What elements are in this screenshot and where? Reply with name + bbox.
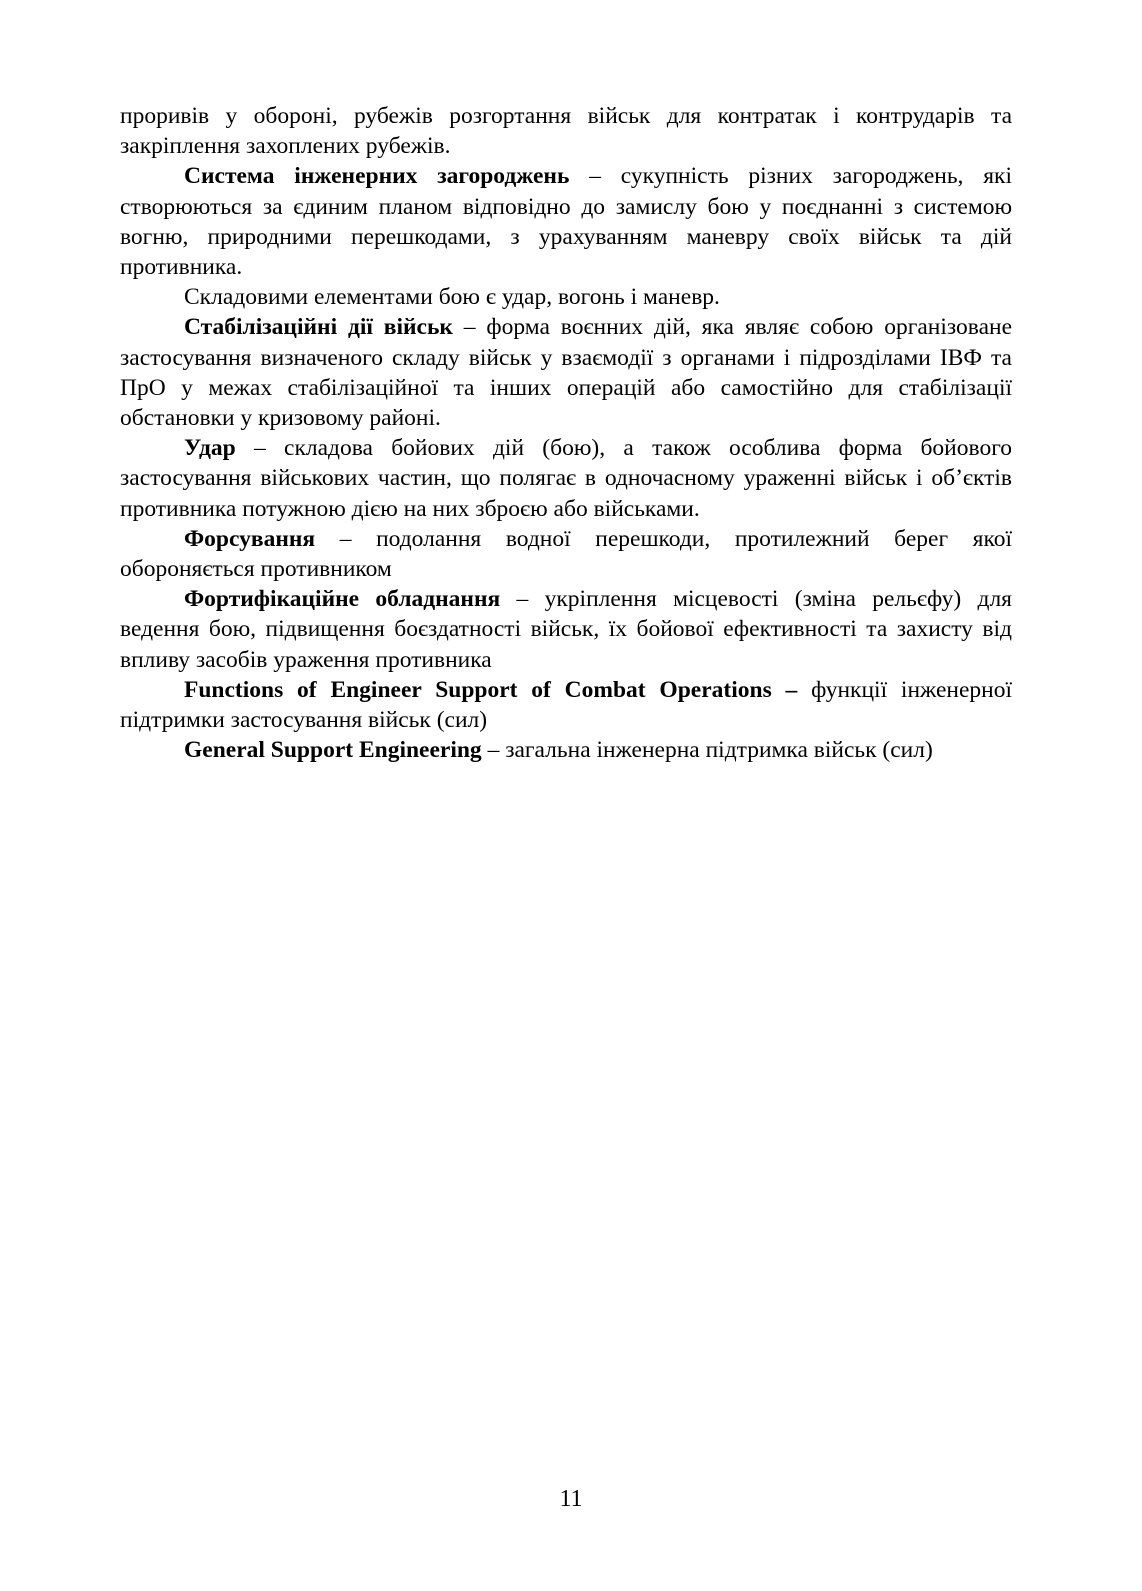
paragraph [120, 584, 1012, 675]
definition-text: – подолання водної перешкоди, протилежний берег якої обороняється противником [120, 525, 1012, 583]
definition-text: функції інженерної підтримки застосування військ (сил) [120, 676, 1012, 734]
paragraph [120, 312, 1012, 433]
paragraph [120, 161, 1012, 282]
term-bold: Удар [184, 435, 236, 462]
term-bold: Фортифікаційне обладнання [184, 586, 501, 613]
definition-text: – загальна інженерна підтримка військ (сил) [481, 737, 933, 764]
definition-text: – форма воєнних дій, яка являє собою організоване застосування визначеного складу військ у взаємодії з органами і підрозділами ІВФ та ПрО у межах стабілізаційної та інших операцій або самостійно для стабілізації обстановки у кризовому районі. [120, 314, 1013, 432]
term-bold: Стабілізаційні дії військ [184, 314, 453, 341]
paragraph [120, 433, 1012, 524]
definition-text: – складова бойових дій (бою), а також особлива форма бойового застосування військових частин, що полягає в одночасному ураженні військ і об’єктів противника потужною дією на них зброєю або військами. [120, 435, 1012, 522]
term-bold: Functions of Engineer Support of Combat Operations – [184, 676, 798, 703]
term-bold: Форсування [184, 525, 316, 552]
page-number: 11 [559, 1486, 583, 1512]
definition-text: Складовими елементами бою є удар, вогонь і маневр. [184, 284, 720, 311]
paragraph [120, 524, 1012, 584]
definition-text: – укріплення місцевості (зміна рельєфу) для ведення бою, підвищення боєздатності військ, їх бойової ефективності та захисту від впливу засобів ураження противника [120, 586, 1012, 673]
paragraph [120, 735, 1012, 765]
term-bold: Система інженерних загороджень [184, 163, 570, 190]
definition-text: проривів у обороні, рубежів розгортання військ для контратак і контрударів та закріплення захоплених рубежів. [120, 103, 1012, 160]
paragraph [120, 282, 1012, 312]
term-bold: General Support Engineering [184, 737, 482, 764]
document-page-text [120, 101, 1012, 765]
paragraph [120, 675, 1012, 735]
paragraph [120, 101, 1012, 161]
definition-text: – сукупність різних загороджень, які створюються за єдиним планом відповідно до замислу бою у поєднанні з системою вогню, природними перешкодами, з урахуванням маневру своїх військ та дій противника. [120, 163, 1012, 281]
